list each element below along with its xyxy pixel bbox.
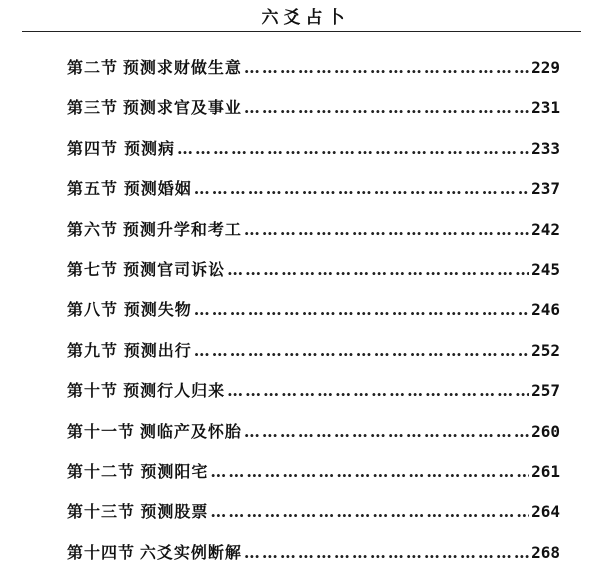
toc-section-number: 第七节: [67, 259, 119, 279]
toc-page-number: 252: [531, 340, 560, 360]
toc-page-number: 246: [531, 300, 560, 320]
toc-entry-title: 预测官司诉讼: [123, 259, 226, 279]
running-header-title: 六爻占卜: [261, 8, 350, 28]
toc-entry: [67, 54, 560, 94]
toc-entry-title: 预测求官及事业: [122, 98, 242, 118]
table-of-contents: [67, 54, 560, 579]
toc-section-number: 第十节: [67, 381, 119, 401]
toc-entry: [67, 498, 560, 538]
toc-dot-leader: [194, 337, 529, 365]
toc-entry: [67, 256, 560, 296]
toc-entry-title: 预测股票: [140, 502, 209, 522]
toc-entry-title: 预测失物: [123, 300, 192, 320]
toc-page-number: 245: [531, 259, 560, 279]
toc-dot-leader: [244, 94, 529, 122]
toc-dot-leader: [194, 175, 529, 203]
toc-entry-title: 预测出行: [123, 340, 192, 360]
toc-entry: [67, 296, 560, 336]
toc-section-number: 第十四节: [67, 542, 136, 562]
toc-entry: [67, 418, 560, 458]
toc-dot-leader: [244, 216, 529, 244]
toc-page-number: 260: [531, 421, 560, 441]
toc-page-number: 242: [531, 219, 560, 239]
toc-entry: [67, 539, 560, 579]
toc-entry-title: 六爻实例断解: [139, 542, 242, 562]
toc-page-number: 261: [531, 461, 560, 481]
toc-entry-title: 测临产及怀胎: [139, 421, 242, 441]
toc-dot-leader: [244, 418, 529, 446]
toc-entry-title: 预测阳宅: [140, 461, 209, 481]
toc-entry: [67, 337, 560, 377]
toc-page-number: 237: [531, 179, 560, 199]
toc-page-number: 268: [531, 542, 560, 562]
toc-page-number: 264: [531, 502, 560, 522]
page-header: [0, 0, 611, 34]
toc-section-number: 第二节: [67, 58, 119, 77]
toc-page-number: 229: [531, 58, 560, 77]
toc-dot-leader: [177, 135, 529, 163]
toc-entry: [67, 94, 560, 134]
toc-section-number: 第五节: [67, 179, 119, 199]
toc-entry-title: 预测行人归来: [123, 381, 226, 401]
toc-entry: [67, 377, 560, 417]
toc-entry-title: 预测求财做生意: [122, 58, 242, 77]
toc-section-number: 第六节: [67, 219, 119, 239]
toc-entry: [67, 216, 560, 256]
toc-page-number: 231: [531, 98, 560, 118]
toc-section-number: 第十三节: [67, 502, 136, 522]
toc-page-number: 233: [531, 138, 560, 158]
toc-page-number: 257: [531, 381, 560, 401]
header-rule: [22, 31, 581, 32]
toc-dot-leader: [194, 296, 529, 324]
toc-section-number: 第四节: [67, 138, 119, 158]
toc-section-number: 第九节: [67, 340, 119, 360]
toc-section-number: 第八节: [67, 300, 119, 320]
toc-entry: [67, 175, 560, 215]
toc-dot-leader: [210, 498, 529, 526]
toc-entry-title: 预测升学和考工: [122, 219, 242, 239]
toc-dot-leader: [244, 54, 529, 82]
toc-entry-title: 预测病: [123, 138, 175, 158]
toc-dot-leader: [227, 377, 529, 405]
toc-entry-title: 预测婚姻: [123, 179, 192, 199]
toc-dot-leader: [244, 539, 529, 567]
toc-section-number: 第三节: [67, 98, 119, 118]
toc-dot-leader: [227, 256, 529, 284]
toc-section-number: 第十二节: [67, 461, 136, 481]
toc-section-number: 第十一节: [67, 421, 136, 441]
toc-entry: [67, 458, 560, 498]
toc-dot-leader: [210, 458, 529, 486]
toc-entry: [67, 135, 560, 175]
